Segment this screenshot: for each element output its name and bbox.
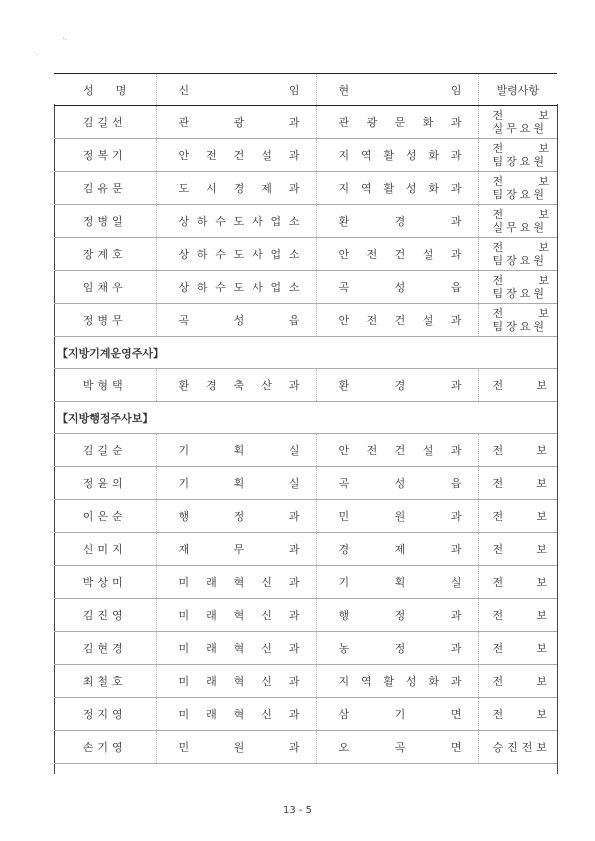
table-row: [54, 205, 557, 238]
appointment-note: [478, 434, 557, 467]
spaced-text: 기 획 실: [178, 444, 300, 457]
appointment-note: [478, 566, 557, 599]
previous-post: [156, 566, 316, 599]
current-post: [316, 566, 478, 599]
current-post: [316, 467, 478, 500]
spaced-text: 환 경 축 산 과: [178, 379, 300, 392]
previous-post: [156, 500, 316, 533]
table-right-rule: [557, 104, 558, 774]
appointment-note: [478, 632, 557, 665]
personnel-table: [54, 73, 557, 764]
spaced-text: 재 무 과: [178, 543, 300, 556]
person-name: 이은순: [54, 500, 156, 533]
current-post: [316, 731, 478, 764]
previous-post: [156, 369, 316, 402]
appointment-note: 전 보 팀장요원: [478, 304, 557, 337]
current-post: [316, 369, 478, 402]
person-name: 임채우: [54, 271, 156, 304]
previous-post: [156, 434, 316, 467]
spaced-text: 행 정 과: [178, 510, 300, 523]
section-heading: 【지방기계운영주사】: [54, 337, 557, 369]
spaced-text: 지 역 활 성 화 과: [338, 675, 462, 688]
table-row: [54, 106, 557, 139]
previous-post: [156, 172, 316, 205]
header-name: 성 명: [54, 74, 156, 106]
header-row: [54, 74, 557, 106]
section-row: [54, 402, 557, 434]
section-row: [54, 337, 557, 369]
previous-post: [156, 304, 316, 337]
previous-post: [156, 139, 316, 172]
current-post: [316, 205, 478, 238]
table-row: [54, 304, 557, 337]
person-name: 김길선: [54, 106, 156, 139]
spaced-text: 관 광 문 화 과: [338, 116, 462, 129]
scan-speck: ˙·: [33, 52, 38, 59]
appointment-note: 전 보 팀장요원: [478, 172, 557, 205]
appointment-note: [478, 599, 557, 632]
spaced-text: 안 전 건 설 과: [178, 149, 300, 162]
current-post: [316, 698, 478, 731]
person-name: 김유문: [54, 172, 156, 205]
appointment-note: [478, 500, 557, 533]
appointment-note: 전 보 실무요원: [478, 205, 557, 238]
spaced-text: 상 하 수 도 사 업 소: [178, 248, 300, 261]
person-name: 정윤의: [54, 467, 156, 500]
spaced-text: 오 곡 면: [338, 741, 462, 754]
scan-speck: '·: [63, 37, 67, 44]
spaced-text: 지 역 활 성 화 과: [338, 182, 462, 195]
spaced-text: 지 역 활 성 화 과: [338, 149, 462, 162]
spaced-text: 기 획 실: [338, 576, 462, 589]
appointment-note: [478, 665, 557, 698]
spaced-text: 전 보: [492, 444, 547, 457]
header-to: 현 임: [316, 74, 478, 106]
current-post: [316, 106, 478, 139]
table-row: [54, 172, 557, 205]
spaced-text: 전 보: [492, 543, 547, 556]
previous-post: [156, 106, 316, 139]
person-name: 김현경: [54, 632, 156, 665]
person-name: 박형택: [54, 369, 156, 402]
section-heading: 【지방행정주사보】: [54, 402, 557, 434]
spaced-text: 미 래 혁 신 과: [178, 642, 300, 655]
table-row: [54, 533, 557, 566]
current-post: [316, 238, 478, 271]
appointment-note: 전 보 팀장요원: [478, 271, 557, 304]
person-name: 신미지: [54, 533, 156, 566]
current-post: [316, 172, 478, 205]
person-name: 정병무: [54, 304, 156, 337]
spaced-text: 민 원 과: [338, 510, 462, 523]
current-post: [316, 500, 478, 533]
spaced-text: 미 래 혁 신 과: [178, 609, 300, 622]
spaced-text: 미 래 혁 신 과: [178, 675, 300, 688]
spaced-text: 곡 성 읍: [338, 477, 462, 490]
spaced-text: 전 보: [492, 576, 547, 589]
table-row: [54, 731, 557, 764]
previous-post: [156, 632, 316, 665]
spaced-text: 전 보: [492, 477, 547, 490]
table-row: [54, 467, 557, 500]
header-from: 신 임: [156, 74, 316, 106]
current-post: [316, 632, 478, 665]
spaced-text: 전 보: [492, 609, 547, 622]
table-row: [54, 139, 557, 172]
appointment-note: [478, 369, 557, 402]
spaced-text: 안 전 건 설 과: [338, 444, 462, 457]
spaced-text: 기 획 실: [178, 477, 300, 490]
current-post: [316, 304, 478, 337]
appointment-note: [478, 731, 557, 764]
spaced-text: 안 전 건 설 과: [338, 314, 462, 327]
table-row: [54, 369, 557, 402]
appointment-note: 전 보 팀장요원: [478, 139, 557, 172]
previous-post: [156, 271, 316, 304]
table-row: [54, 238, 557, 271]
table-row: [54, 271, 557, 304]
spaced-text: 도 시 경 제 과: [178, 182, 300, 195]
spaced-text: 상 하 수 도 사 업 소: [178, 215, 300, 228]
spaced-text: 미 래 혁 신 과: [178, 576, 300, 589]
previous-post: [156, 467, 316, 500]
page-number: 13 - 5: [282, 805, 313, 816]
previous-post: [156, 731, 316, 764]
spaced-text: 승 진 전 보: [492, 741, 547, 754]
spaced-text: 곡 성 읍: [338, 281, 462, 294]
spaced-text: 경 제 과: [338, 543, 462, 556]
spaced-text: 농 정 과: [338, 642, 462, 655]
spaced-text: 민 원 과: [178, 741, 300, 754]
spaced-text: 전 보: [492, 379, 547, 392]
spaced-text: 전 보: [492, 510, 547, 523]
spaced-text: 관 광 과: [178, 116, 300, 129]
person-name: 정복기: [54, 139, 156, 172]
spaced-text: 행 정 과: [338, 609, 462, 622]
previous-post: [156, 533, 316, 566]
person-name: 박상미: [54, 566, 156, 599]
spaced-text: 곡 성 읍: [178, 314, 300, 327]
previous-post: [156, 698, 316, 731]
person-name: 김진영: [54, 599, 156, 632]
current-post: [316, 434, 478, 467]
person-name: 정지영: [54, 698, 156, 731]
spaced-text: 환 경 과: [338, 379, 462, 392]
spaced-text: 상 하 수 도 사 업 소: [178, 281, 300, 294]
table-row: [54, 566, 557, 599]
table-row: [54, 434, 557, 467]
current-post: [316, 533, 478, 566]
spaced-text: 환 경 과: [338, 215, 462, 228]
appointment-note: [478, 533, 557, 566]
appointment-note: 전 보 실무요원: [478, 106, 557, 139]
spaced-text: 안 전 건 설 과: [338, 248, 462, 261]
previous-post: [156, 238, 316, 271]
spaced-text: 전 보: [492, 708, 547, 721]
table-row: [54, 665, 557, 698]
appointment-note: 전 보 팀장요원: [478, 238, 557, 271]
header-note: 발령사항: [478, 74, 557, 106]
table-row: [54, 599, 557, 632]
spaced-text: 삼 기 면: [338, 708, 462, 721]
spaced-text: 전 보: [492, 642, 547, 655]
appointment-note: [478, 467, 557, 500]
previous-post: [156, 665, 316, 698]
previous-post: [156, 599, 316, 632]
table-row: [54, 632, 557, 665]
person-name: 최철호: [54, 665, 156, 698]
current-post: [316, 599, 478, 632]
spaced-text: 미 래 혁 신 과: [178, 708, 300, 721]
person-name: 장계호: [54, 238, 156, 271]
spaced-text: 전 보: [492, 675, 547, 688]
appointment-note: [478, 698, 557, 731]
current-post: [316, 665, 478, 698]
person-name: 손기영: [54, 731, 156, 764]
person-name: 김길순: [54, 434, 156, 467]
table-row: [54, 500, 557, 533]
current-post: [316, 139, 478, 172]
table-row: [54, 698, 557, 731]
current-post: [316, 271, 478, 304]
person-name: 정병일: [54, 205, 156, 238]
previous-post: [156, 205, 316, 238]
